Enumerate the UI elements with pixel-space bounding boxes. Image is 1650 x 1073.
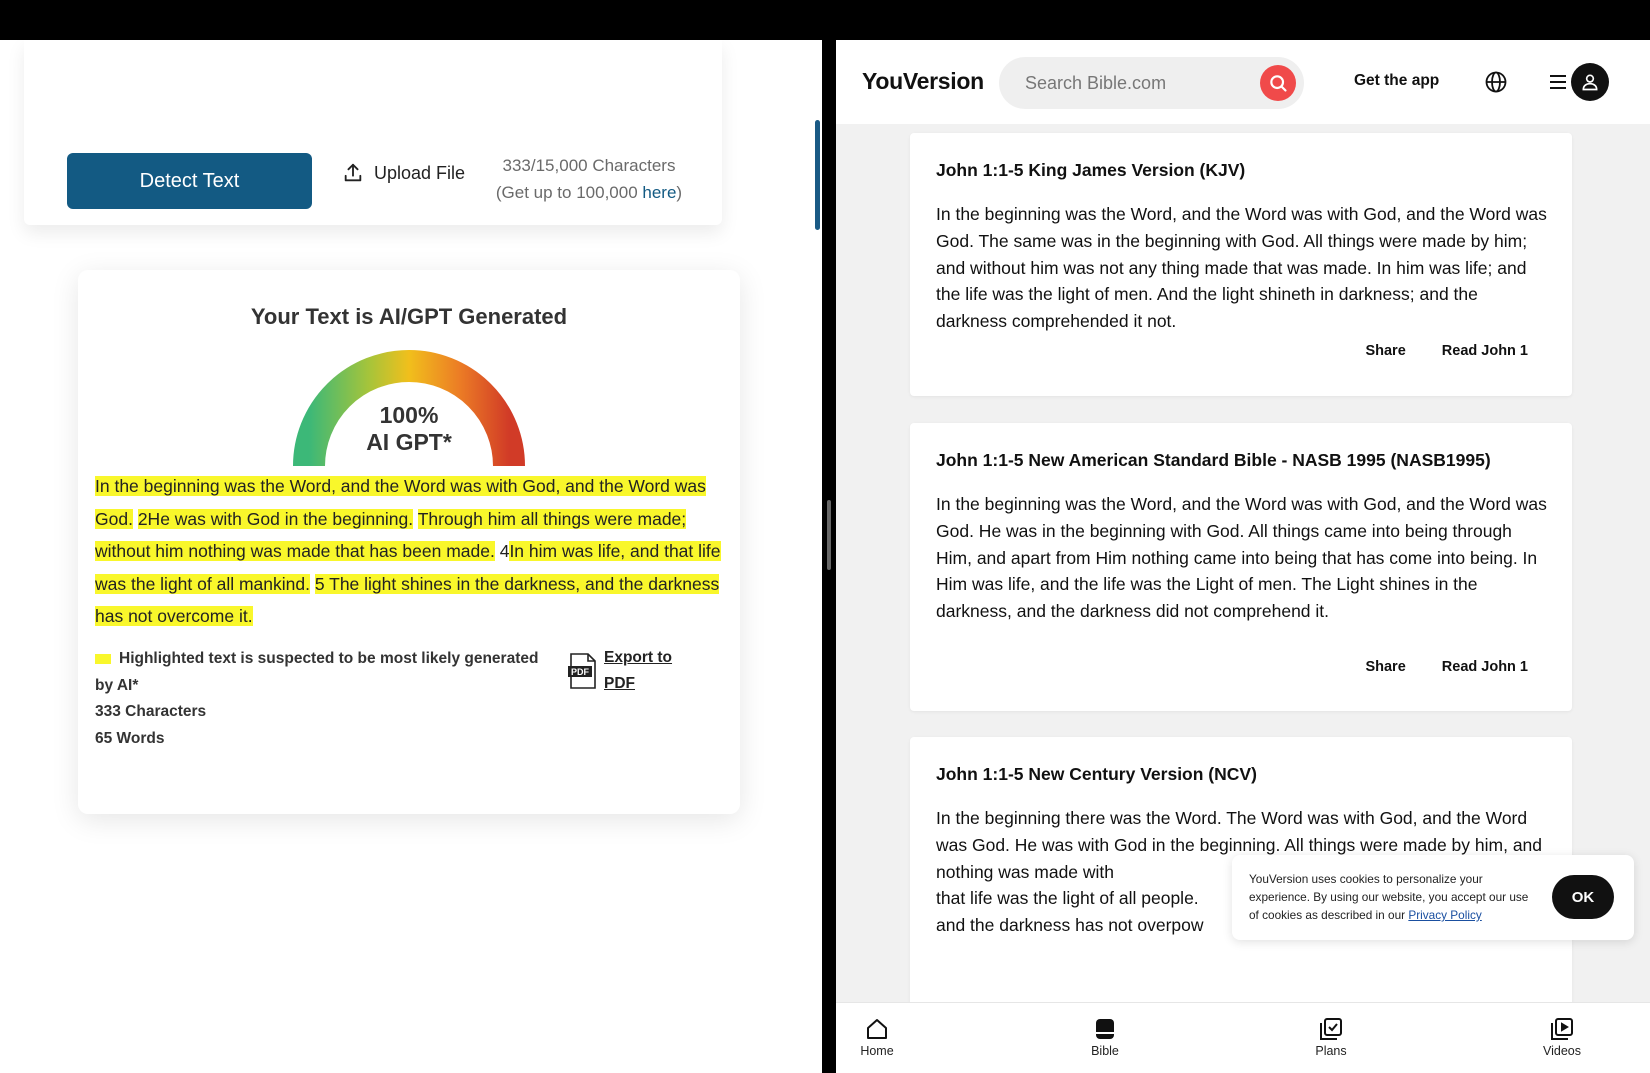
system-top-bar <box>0 0 1650 40</box>
privacy-policy-link[interactable]: Privacy Policy <box>1408 908 1482 922</box>
share-button[interactable]: Share <box>1365 343 1406 359</box>
read-chapter-link[interactable]: Read John 1 <box>1441 343 1528 359</box>
plain-segment: 4 <box>494 541 510 561</box>
videos-icon <box>1550 1017 1574 1041</box>
bottom-navigation <box>836 1002 1650 1073</box>
upgrade-suffix: ) <box>676 183 683 202</box>
search-icon <box>1268 73 1288 93</box>
user-icon <box>1580 72 1600 92</box>
highlighted-segment: Through him all things were made; without him nothing was made that has been made. <box>95 508 687 561</box>
nav-videos[interactable] <box>1527 1017 1597 1058</box>
upgrade-prefix: (Get up to 100,000 <box>495 183 643 202</box>
verse-text: In the beginning was the Word, and the Word was with God, and the Word was God. He was in the beginning with God. All things came into being through Him, and apart from Him nothing came into being that has come into being. In Him was life, and the life was the Light of men. The Light shines in the darkness, and the darkness did not comprehend it. <box>936 494 1547 622</box>
cookie-text: YouVersion uses cookies to personalize your experience. By using our website, you accept our use of cookies as described in our <box>1249 872 1529 922</box>
hamburger-menu-icon <box>1549 73 1567 91</box>
plans-icon <box>1319 1017 1343 1041</box>
upload-icon <box>342 162 364 184</box>
nav-bible[interactable] <box>1070 1017 1140 1058</box>
export-label-line2: PDF <box>604 675 635 692</box>
divider-handle[interactable] <box>827 500 831 570</box>
verse-text-line5: and the darkness has not overpow <box>936 915 1204 936</box>
nav-home[interactable] <box>842 1017 912 1058</box>
bible-icon <box>1093 1017 1117 1041</box>
nav-plans[interactable] <box>1296 1017 1366 1058</box>
ai-detector-pane <box>0 40 822 1073</box>
result-legend <box>95 646 555 752</box>
search-button[interactable] <box>1260 65 1296 101</box>
result-title: Your Text is AI/GPT Generated <box>250 304 568 329</box>
highlighted-segment: 5 The light shines in the darkness, and the darkness has not overcome it. <box>95 573 720 626</box>
language-button[interactable] <box>1484 70 1508 99</box>
verse-text-line4: that life was the light of all people. <box>936 888 1199 909</box>
highlighted-segment: In him was life, and that life was the light of all mankind. <box>95 541 721 594</box>
highlighted-segment: 2He was with God in the beginning. <box>137 508 414 529</box>
read-chapter-link[interactable]: Read John 1 <box>1441 659 1528 675</box>
character-limit-info <box>479 152 699 206</box>
user-avatar[interactable] <box>1571 63 1609 101</box>
verse-actions <box>1365 343 1528 359</box>
verse-title: John 1:1-5 King James Version (KJV) <box>936 160 1246 180</box>
upload-label: Upload File <box>374 162 466 183</box>
legend-text: Highlighted text is suspected to be most likely generated by AI* <box>95 650 539 694</box>
character-count: 333/15,000 Characters <box>502 156 676 175</box>
verse-text: In the beginning was the Word, and the Word was with God, and the Word was God. The same was in the beginning with God. All things were made by him; and without him was not any thing made that was made. In him was life; and the life was the light of men. And the light shineth in darkness; and the darkness comprehended it not. <box>936 204 1547 332</box>
upgrade-link[interactable]: here <box>642 183 677 202</box>
site-header <box>836 40 1650 124</box>
verse-actions <box>1365 659 1528 675</box>
verse-title: John 1:1-5 New American Standard Bible - NASB 1995 (NASB1995) <box>936 450 1491 470</box>
verse-card-nasb <box>910 423 1572 711</box>
home-icon <box>865 1017 889 1041</box>
scrollbar[interactable] <box>815 120 820 230</box>
highlight-swatch <box>95 654 111 664</box>
cookie-message <box>1249 870 1529 924</box>
youversion-pane <box>836 40 1650 1073</box>
analyzed-text <box>95 470 725 633</box>
ai-score-gauge <box>293 350 525 468</box>
gauge-percent: 100% <box>379 402 439 428</box>
result-card <box>78 270 740 814</box>
export-pdf-button[interactable] <box>568 645 672 697</box>
globe-icon <box>1484 70 1508 94</box>
search-bar <box>999 57 1304 109</box>
get-the-app-link[interactable]: Get the app <box>1354 72 1440 89</box>
share-button[interactable]: Share <box>1365 659 1406 675</box>
nav-bible-label: Bible <box>1091 1044 1119 1058</box>
upload-file-button[interactable] <box>342 162 465 184</box>
youversion-logo[interactable]: YouVersion <box>862 68 984 94</box>
verse-card-kjv <box>910 133 1572 396</box>
verse-title: John 1:1-5 New Century Version (NCV) <box>936 764 1257 784</box>
account-menu[interactable] <box>1549 63 1609 101</box>
detect-text-button[interactable]: Detect Text <box>67 153 312 209</box>
cookie-ok-button[interactable]: OK <box>1552 875 1614 919</box>
export-label-line1: Export to <box>604 649 673 666</box>
gauge-label: AI GPT* <box>366 429 452 455</box>
characters-stat: 333 Characters <box>95 703 207 720</box>
nav-videos-label: Videos <box>1543 1044 1581 1058</box>
split-view-divider[interactable] <box>822 40 836 1073</box>
search-input[interactable] <box>999 57 1249 109</box>
input-card <box>24 40 722 225</box>
svg-text:PDF: PDF <box>571 667 589 677</box>
nav-plans-label: Plans <box>1315 1044 1347 1058</box>
verse-text-main: In the beginning there was the Word. The Word was with God, and the Word was God. He was with God in the beginning. All things were made by him, and nothing was made with <box>936 808 1543 882</box>
nav-home-label: Home <box>860 1044 894 1058</box>
cookie-banner <box>1232 855 1634 940</box>
words-stat: 65 Words <box>95 729 165 747</box>
pdf-file-icon <box>568 653 598 689</box>
gauge-readout <box>293 402 525 456</box>
highlighted-segment: In the beginning was the Word, and the Word was with God, and the Word was God. <box>95 476 706 529</box>
plain-segment <box>413 509 418 529</box>
